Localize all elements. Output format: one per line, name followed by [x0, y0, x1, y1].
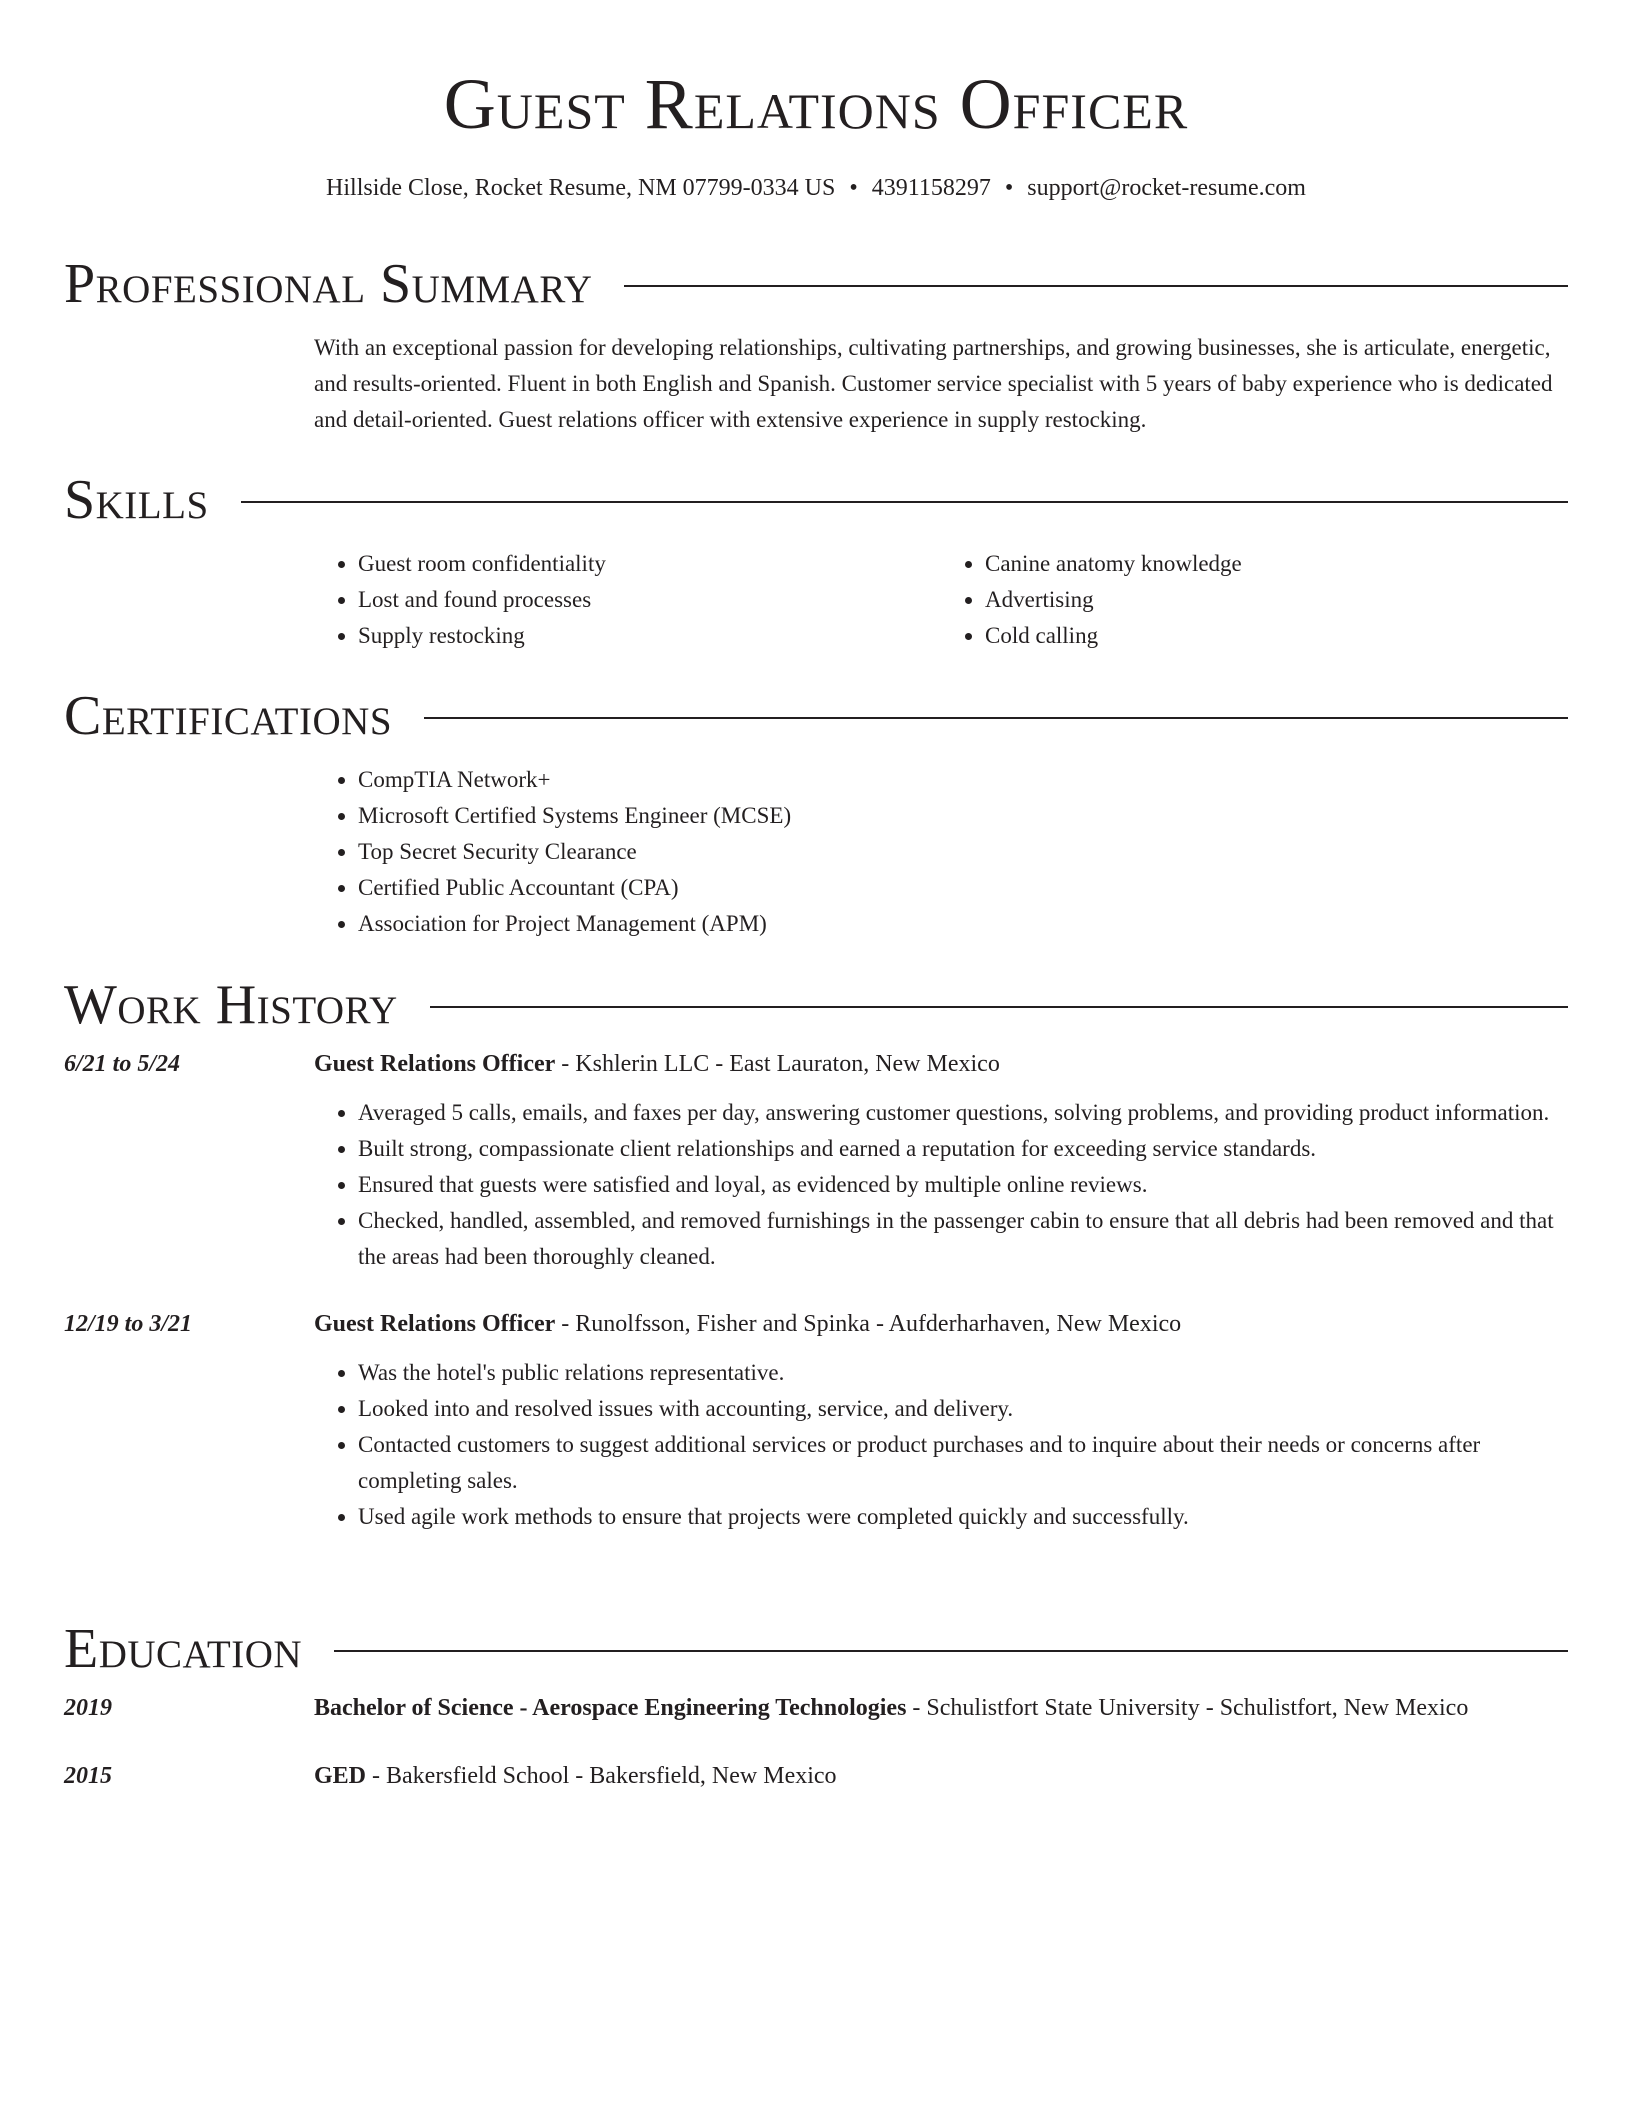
section-title: Education	[64, 1618, 303, 1680]
contact-separator: •	[849, 175, 858, 201]
job-bullets	[314, 1095, 1568, 1275]
certification-item: • Top Secret Security Clearance	[358, 834, 1568, 870]
education-year: 2019	[64, 1695, 112, 1721]
contact-line	[0, 172, 1632, 204]
section-header	[64, 686, 1568, 746]
education-school: - Schulistfort State University - Schulistfort, New Mexico	[906, 1695, 1469, 1721]
education-entry	[64, 1757, 1568, 1795]
certification-item: • CompTIA Network+	[358, 762, 1568, 798]
certification-item: • Association for Project Management (APM)	[358, 906, 1568, 942]
contact-phone: 4391158297	[871, 175, 991, 201]
candidate-name: Guest Relations Officer	[443, 64, 1189, 144]
job-entry	[64, 1305, 1568, 1535]
section-title: Certifications	[64, 685, 393, 747]
education-degree: GED	[314, 1763, 367, 1789]
section-divider	[334, 1650, 1568, 1652]
contact-address: Hillside Close, Rocket Resume, NM 07799-0334 US	[326, 175, 836, 201]
job-bullets	[314, 1355, 1568, 1535]
job-heading	[314, 1305, 1568, 1343]
job-bullet: • Built strong, compassionate client relationships and earned a reputation for exceeding service standards.	[358, 1131, 1568, 1167]
job-employer: - Runolfsson, Fisher and Spinka - Aufderharhaven, New Mexico	[555, 1311, 1182, 1337]
job-bullet: • Ensured that guests were satisfied and loyal, as evidenced by multiple online reviews.	[358, 1167, 1568, 1203]
section-header	[64, 254, 1568, 314]
skill-item: • Lost and found processes	[358, 582, 941, 618]
section-title: Work History	[64, 974, 398, 1036]
section-header	[64, 470, 1568, 530]
section-divider	[241, 501, 1568, 503]
certifications-section	[64, 686, 1568, 942]
job-title: Guest Relations Officer	[314, 1311, 556, 1337]
skills-section	[64, 470, 1568, 654]
contact-email: support@rocket-resume.com	[1027, 175, 1306, 201]
job-bullet: • Was the hotel's public relations representative.	[358, 1355, 1568, 1391]
job-employer: - Kshlerin LLC - East Lauraton, New Mexico	[555, 1051, 1000, 1077]
section-header	[64, 975, 1568, 1035]
skills-list-left	[314, 546, 941, 654]
certifications-content	[314, 762, 1568, 942]
certification-item: • Microsoft Certified Systems Engineer (MCSE)	[358, 798, 1568, 834]
job-body	[314, 1305, 1568, 1535]
education-school: - Bakersfield School - Bakersfield, New Mexico	[366, 1763, 837, 1789]
skills-content	[314, 546, 1568, 654]
certifications-list	[314, 762, 1568, 942]
section-divider	[624, 285, 1568, 287]
education-body	[314, 1757, 1568, 1795]
skill-item: • Supply restocking	[358, 618, 941, 654]
job-heading	[314, 1045, 1568, 1083]
education-degree: Bachelor of Science - Aerospace Engineering Technologies	[314, 1695, 907, 1721]
job-dates: 12/19 to 3/21	[64, 1311, 193, 1337]
skill-item: • Cold calling	[985, 618, 1568, 654]
skills-list-right	[941, 546, 1568, 654]
summary-content	[314, 330, 1568, 438]
education-body	[314, 1689, 1568, 1727]
education-section	[64, 1619, 1568, 1795]
skill-item: • Guest room confidentiality	[358, 546, 941, 582]
education-year: 2015	[64, 1763, 112, 1789]
job-bullet: • Averaged 5 calls, emails, and faxes per day, answering customer questions, solving problems, and providing product information.	[358, 1095, 1568, 1131]
section-divider	[430, 1006, 1568, 1008]
job-bullet: • Looked into and resolved issues with accounting, service, and delivery.	[358, 1391, 1568, 1427]
job-entry	[64, 1045, 1568, 1275]
job-bullet: • Contacted customers to suggest additional services or product purchases and to inquire about their needs or concerns after completing sales.	[358, 1427, 1568, 1499]
section-divider	[424, 717, 1568, 719]
certification-item: • Certified Public Accountant (CPA)	[358, 870, 1568, 906]
job-bullet: • Used agile work methods to ensure that projects were completed quickly and successfully.	[358, 1499, 1568, 1535]
section-header	[64, 1619, 1568, 1679]
skill-item: • Advertising	[985, 582, 1568, 618]
skill-item: • Canine anatomy knowledge	[985, 546, 1568, 582]
contact-separator: •	[1004, 175, 1014, 201]
education-entry	[64, 1689, 1568, 1727]
section-title: Skills	[64, 469, 209, 531]
job-body	[314, 1045, 1568, 1275]
job-bullet: • Checked, handled, assembled, and removed furnishings in the passenger cabin to ensure that all debris had been removed and that the areas had been thoroughly cleaned.	[358, 1203, 1568, 1275]
summary-section	[64, 254, 1568, 438]
job-dates: 6/21 to 5/24	[64, 1051, 181, 1077]
summary-text: With an exceptional passion for developing relationships, cultivating partnerships, and growing businesses, she is articulate, energetic, and results-oriented. Fluent in both English and Spanish. Customer service specialist with 5 years of baby experience who is dedicated and detail-oriented. Guest relations officer with extensive experience in supply restocking.	[314, 335, 1553, 432]
section-title: Professional Summary	[64, 253, 593, 315]
job-title: Guest Relations Officer	[314, 1051, 556, 1077]
work-history-section	[64, 975, 1568, 1535]
